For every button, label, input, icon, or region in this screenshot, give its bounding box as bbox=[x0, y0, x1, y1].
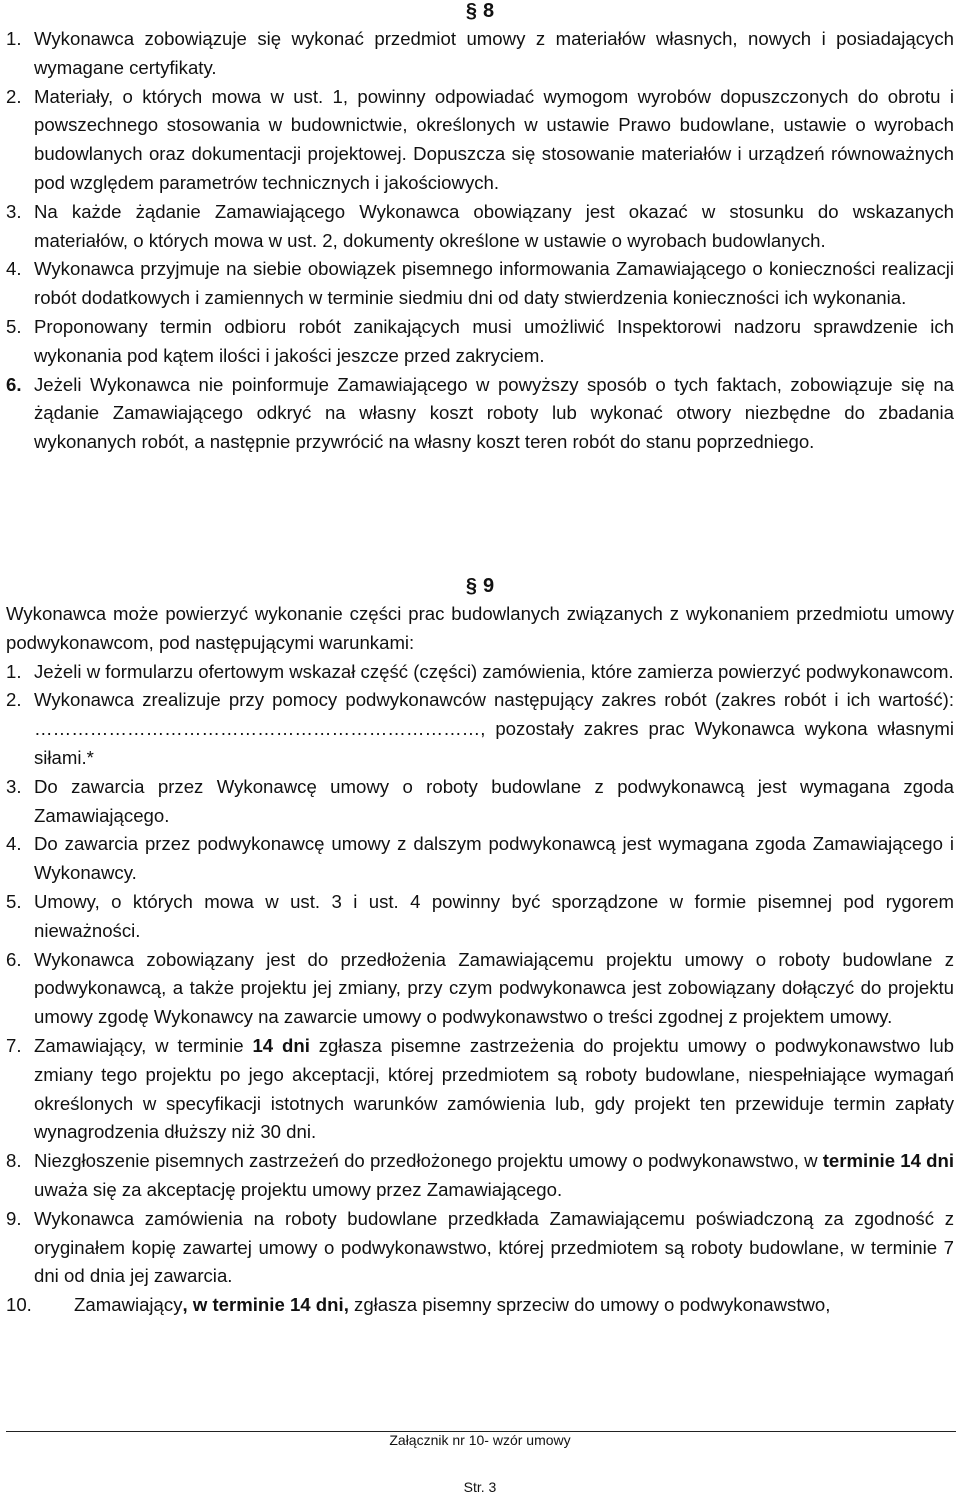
item-number: 4. bbox=[6, 833, 22, 855]
item-text bbox=[34, 1032, 954, 1147]
item-number: 1. bbox=[6, 28, 22, 49]
item-text: Proponowany termin odbioru robót zanikających musi umożliwić Inspektorowi nadzoru sprawdzenie ich wykonania pod kątem ilości i jakości jeszcze przed zakryciem. bbox=[34, 315, 954, 366]
item-text-part: zgłasza pisemny sprzeciw do umowy o podwykonawstwo, bbox=[348, 1294, 831, 1316]
list-item bbox=[6, 371, 954, 457]
item-text: Umowy, o których mowa w ust. 3 i ust. 4 powinny być sporządzone w formie pisemnej pod rygorem nieważności. bbox=[34, 890, 954, 941]
list-item bbox=[6, 313, 954, 371]
item-text: Do zawarcia przez podwykonawcę umowy z dalszym podwykonawcą jest wymagana zgoda Zamawiającego i Wykonawcy. bbox=[34, 833, 954, 884]
section-8-heading bbox=[0, 0, 960, 22]
list-item bbox=[6, 25, 954, 83]
item-text-part: Zamawiający bbox=[74, 1294, 183, 1316]
item-number: 5. bbox=[6, 890, 22, 912]
item-text-emphasis: terminie 14 dni bbox=[822, 1150, 954, 1172]
item-number: 3. bbox=[6, 200, 22, 222]
item-number: 8. bbox=[6, 1150, 22, 1172]
item-text: Materiały, o których mowa w ust. 1, powinny odpowiadać wymogom wyrobów dopuszczonych do obrotu i powszechnego stosowania w budownictwie, określonych w ustawie Prawo budowlane, ustawie o wyrobach budowlanych oraz dokumentacji projektowej. Dopuszcza się stosowanie materiałów i urządzeń równoważnych pod względem parametrów technicznych i jakościowych. bbox=[34, 85, 954, 193]
section-number: 9 bbox=[483, 575, 495, 597]
list-item bbox=[6, 686, 954, 772]
list-item bbox=[6, 1032, 954, 1147]
item-text: Wykonawca przyjmuje na siebie obowiązek pisemnego informowania Zamawiającego o konieczności realizacji robót dodatkowych i zamiennych w terminie siedmiu dni od daty stwierdzenia konieczności ich wykonania. bbox=[34, 258, 954, 309]
item-number: 6. bbox=[6, 373, 22, 395]
section-symbol: § bbox=[465, 0, 477, 22]
item-number: 5. bbox=[6, 315, 22, 337]
item-text bbox=[34, 1147, 954, 1205]
section-symbol: § bbox=[465, 575, 477, 597]
list-item bbox=[6, 946, 954, 1032]
list-item bbox=[6, 198, 954, 256]
item-text: Na każde żądanie Zamawiającego Wykonawca obowiązany jest okazać w stosunku do wskazanych materiałów, o których mowa w ust. 2, dokumenty określone w ustawie o wyrobach budowlanych. bbox=[34, 200, 954, 251]
item-number: 3. bbox=[6, 775, 22, 797]
footer-attachment-note: Załącznik nr 10- wzór umowy bbox=[389, 1432, 571, 1448]
list-item bbox=[6, 1205, 954, 1291]
item-number: 1. bbox=[6, 660, 22, 682]
section-9-body bbox=[6, 600, 954, 1320]
item-text: Wykonawca zobowiązuje się wykonać przedmiot umowy z materiałów własnych, nowych i posiadających wymagane certyfikaty. bbox=[34, 28, 954, 78]
list-item bbox=[6, 830, 954, 888]
item-number: 2. bbox=[6, 85, 22, 107]
item-text bbox=[74, 1291, 954, 1320]
list-item bbox=[6, 255, 954, 313]
item-text-emphasis: , w terminie 14 dni, bbox=[182, 1294, 349, 1316]
item-text-part: Zamawiający, w terminie bbox=[34, 1034, 253, 1056]
list-item bbox=[6, 1291, 954, 1320]
list-item bbox=[6, 83, 954, 198]
item-text-part: zgłasza pisemne zastrzeżenia do projektu umowy o podwykonawstwo lub zmiany tego projektu po jego akceptacji, której przedmiotem są roboty budowlane, niespełniające wymagań określonych w specyfikacji istotnych warunków zamówienia lub, gdy projekt ten przewiduje termin zapłaty wynagrodzenia dłuższy niż 30 dni. bbox=[34, 1034, 955, 1143]
item-text: Wykonawca zobowiązany jest do przedłożenia Zamawiającemu projektu umowy o roboty budowlane z podwykonawcą, a także projektu jej zmiany, przy czym podwykonawca jest zobowiązany dołączyć do projektu umowy zgodę Wykonawcy na zawarcie umowy o podwykonawstwo o treści zgodnej z projektem umowy. bbox=[34, 948, 954, 1028]
item-text: Jeżeli Wykonawca nie poinformuje Zamawiającego w powyższy sposób o tych faktach, zobowiązuje się na żądanie Zamawiającego odkryć na własny koszt roboty lub wykonać otwory niezbędne do zbadania wykonanych robót, a następnie przywrócić na własny koszt teren robót do stanu poprzedniego. bbox=[34, 373, 954, 453]
item-text-part: uważa się za akceptację projektu umowy przez Zamawiającego. bbox=[34, 1178, 563, 1200]
list-item bbox=[6, 773, 954, 831]
list-item bbox=[6, 888, 954, 946]
section-intro: Wykonawca może powierzyć wykonanie części prac budowlanych związanych z wykonaniem przedmiotu umowy podwykonawcom, pod następującymi warunkami: bbox=[6, 603, 954, 653]
list-item bbox=[6, 658, 954, 687]
list-item bbox=[6, 1147, 954, 1205]
item-text: Wykonawca zrealizuje przy pomocy podwykonawców następujący zakres robót (zakres robót i ich wartość): ………………………………………………………………, pozostały zakres prac Wykonawca wykona własnymi siłami.* bbox=[34, 689, 954, 768]
item-number: 10. bbox=[6, 1294, 32, 1316]
item-text: Jeżeli w formularzu ofertowym wskazał część (części) zamówienia, które zamierza powierzyć podwykonawcom. bbox=[34, 660, 954, 682]
item-number: 9. bbox=[6, 1207, 22, 1229]
section-number: 8 bbox=[483, 0, 495, 22]
item-number: 7. bbox=[6, 1034, 22, 1056]
item-text-part: Niezgłoszenie pisemnych zastrzeżeń do przedłożonego projektu umowy o podwykonawstwo, w bbox=[34, 1150, 823, 1172]
item-text: Do zawarcia przez Wykonawcę umowy o roboty budowlane z podwykonawcą jest wymagana zgoda Zamawiającego. bbox=[34, 775, 954, 826]
page-number: Str. 3 bbox=[463, 1479, 497, 1495]
item-number: 4. bbox=[6, 258, 22, 280]
item-number: 6. bbox=[6, 948, 22, 970]
item-text-emphasis: 14 dni bbox=[252, 1034, 310, 1056]
item-text: Wykonawca zamówienia na roboty budowlane przedkłada Zamawiającemu poświadczoną za zgodność z oryginałem kopię zawartej umowy o podwykonawstwo, której przedmiotem są roboty budowlane, w terminie 7 dni od dnia jej zawarcia. bbox=[34, 1207, 954, 1287]
section-9-heading bbox=[0, 575, 960, 597]
item-number: 2. bbox=[6, 689, 22, 711]
section-8-list bbox=[6, 25, 954, 457]
